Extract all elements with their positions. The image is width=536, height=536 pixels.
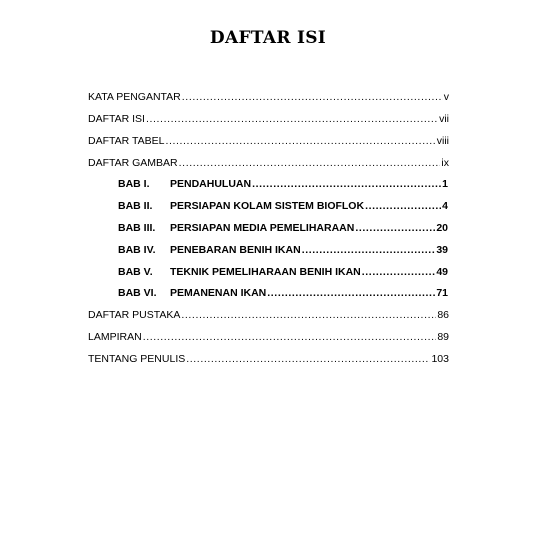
toc-entry-label: TENTANG PENULIS xyxy=(88,353,186,365)
chapter-page: 71 xyxy=(436,287,448,299)
chapter-code: BAB V. xyxy=(118,266,153,278)
dot-leader xyxy=(165,134,435,148)
chapter-code: BAB II. xyxy=(118,200,153,212)
dot-leader xyxy=(181,308,436,322)
chapter-code: BAB IV. xyxy=(118,244,156,256)
toc-entry-lampiran[interactable] xyxy=(88,330,449,344)
toc-entry-label: KATA PENGANTAR xyxy=(88,91,181,103)
toc-chapter-3[interactable] xyxy=(118,221,448,235)
chapter-code: BAB I. xyxy=(118,178,150,190)
dot-leader xyxy=(143,330,437,344)
chapter-code: BAB VI. xyxy=(118,287,157,299)
toc-entry-daftar-isi[interactable] xyxy=(88,112,449,126)
toc-chapter-2[interactable] xyxy=(118,199,448,213)
chapter-page: 4 xyxy=(442,200,448,212)
dot-leader xyxy=(355,221,435,235)
chapter-label: PERSIAPAN MEDIA PEMELIHARAAN xyxy=(170,222,355,234)
toc-entry-label: DAFTAR ISI xyxy=(88,113,145,125)
dot-leader xyxy=(186,352,430,366)
toc-entry-daftar-tabel[interactable] xyxy=(88,134,449,148)
toc-entry-page: ix xyxy=(441,157,449,169)
toc-entry-label: DAFTAR GAMBAR xyxy=(88,157,178,169)
dot-leader xyxy=(365,199,441,213)
toc-entry-page: 86 xyxy=(437,309,449,321)
toc-chapter-6[interactable] xyxy=(118,286,448,300)
toc-entry-label: DAFTAR TABEL xyxy=(88,135,165,147)
chapter-page: 20 xyxy=(436,222,448,234)
chapter-label: TEKNIK PEMELIHARAAN BENIH IKAN xyxy=(170,266,361,278)
toc-entry-daftar-pustaka[interactable] xyxy=(88,308,449,322)
toc-entry-page: 89 xyxy=(437,331,449,343)
page-title: DAFTAR ISI xyxy=(209,28,327,48)
chapter-page: 49 xyxy=(436,266,448,278)
toc-chapter-4[interactable] xyxy=(118,243,448,257)
dot-leader xyxy=(182,90,443,104)
toc-entry-page: viii xyxy=(436,135,449,147)
toc-entry-kata-pengantar[interactable] xyxy=(88,90,449,104)
chapter-label: PENDAHULUAN xyxy=(170,178,252,190)
dot-leader xyxy=(179,156,441,170)
toc-entry-page: v xyxy=(443,91,449,103)
chapter-page: 1 xyxy=(442,178,448,190)
toc-entry-daftar-gambar[interactable] xyxy=(88,156,449,170)
dot-leader xyxy=(267,286,435,300)
dot-leader xyxy=(302,243,436,257)
chapter-page: 39 xyxy=(436,244,448,256)
dot-leader xyxy=(362,265,436,279)
toc-entry-page: vii xyxy=(439,113,449,125)
toc-entry-tentang-penulis[interactable] xyxy=(88,352,449,366)
chapter-code: BAB III. xyxy=(118,222,156,234)
toc-entry-label: DAFTAR PUSTAKA xyxy=(88,309,181,321)
toc-entry-page: 103 xyxy=(431,353,449,365)
chapter-label: PENEBARAN BENIH IKAN xyxy=(170,244,301,256)
dot-leader xyxy=(252,177,441,191)
chapter-label: PERSIAPAN KOLAM SISTEM BIOFLOK xyxy=(170,200,365,212)
chapter-label: PEMANENAN IKAN xyxy=(170,287,267,299)
toc-chapter-5[interactable] xyxy=(118,265,448,279)
toc-entry-label: LAMPIRAN xyxy=(88,331,142,343)
toc-chapter-1[interactable] xyxy=(118,177,448,191)
dot-leader xyxy=(146,112,438,126)
